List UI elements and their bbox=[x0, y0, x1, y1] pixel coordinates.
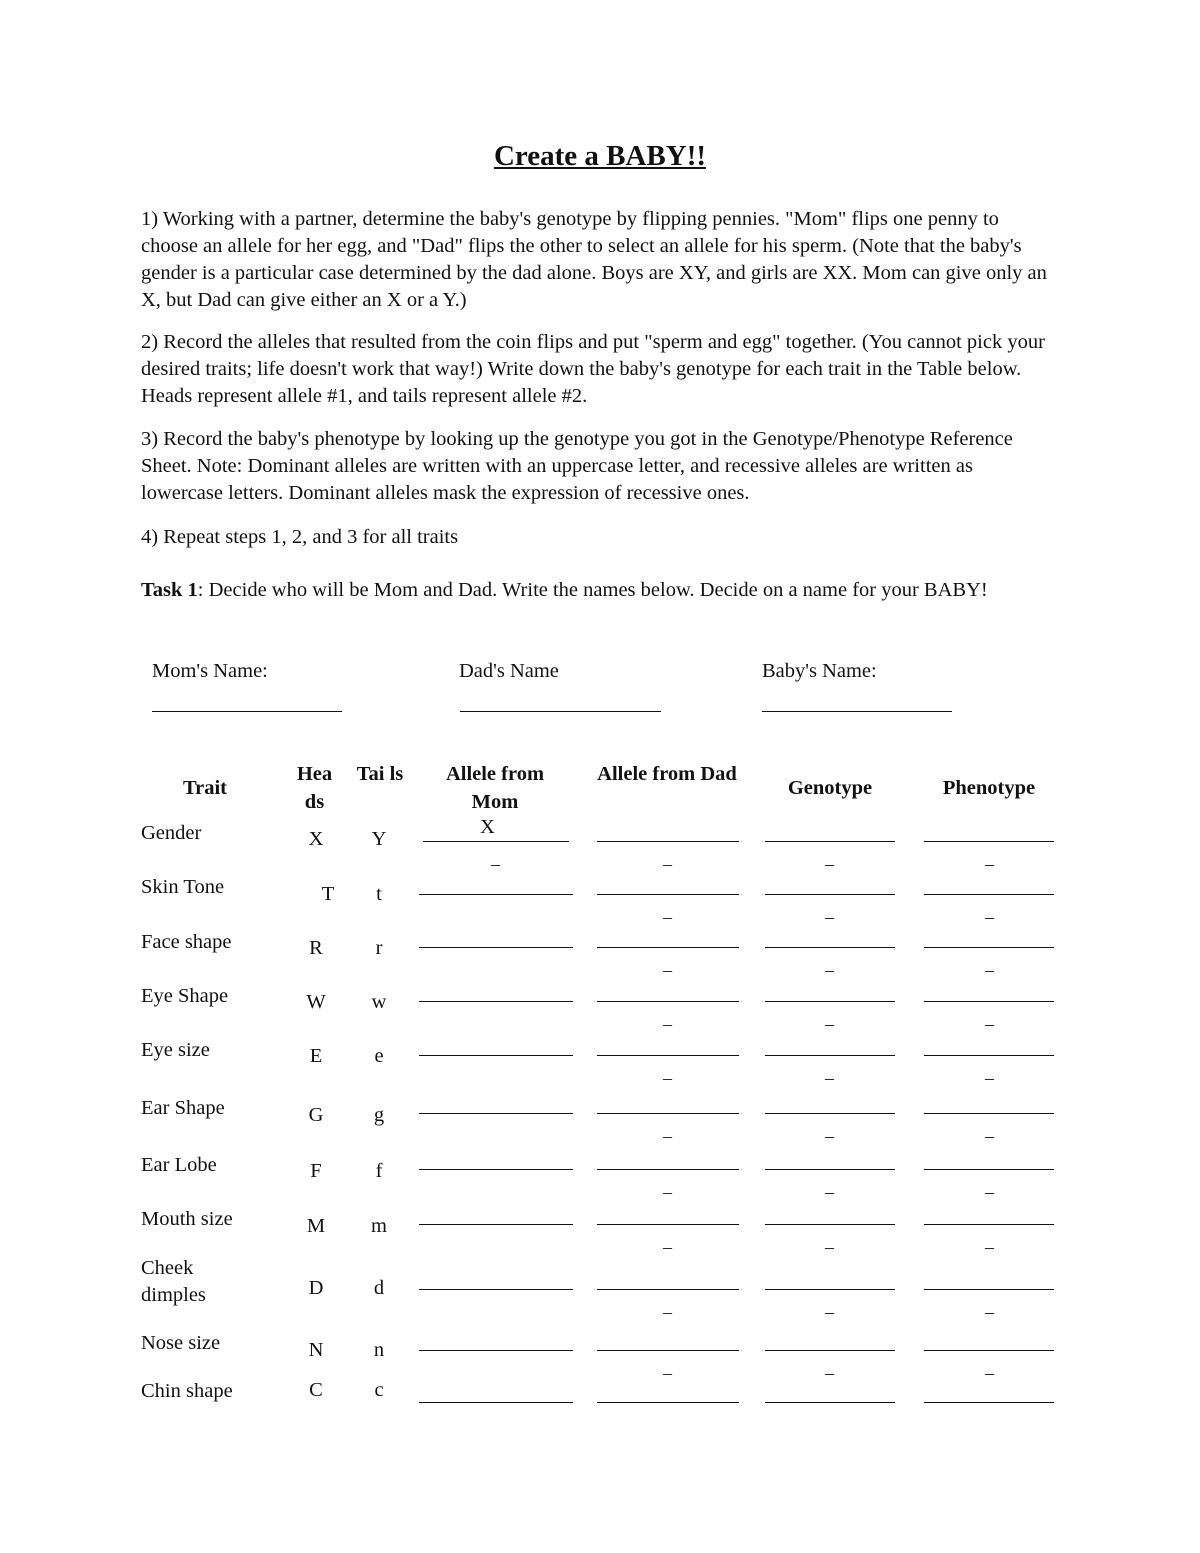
phenotype-dash-eye-shape: – bbox=[985, 1014, 994, 1034]
genotype-dash-mouth-size: – bbox=[825, 1237, 834, 1257]
phenotype-blank-mouth-size[interactable] bbox=[924, 1224, 1054, 1225]
phenotype-blank-ear-lobe[interactable] bbox=[924, 1169, 1054, 1170]
tails-allele-nose-size: n bbox=[373, 1339, 385, 1361]
gender-mom-allele-value: X bbox=[480, 816, 495, 838]
trait-label-ear-shape: Ear Shape bbox=[141, 1097, 225, 1119]
header-allele-dad: Allele from Dad bbox=[597, 763, 737, 785]
heads-allele-mouth-size: M bbox=[306, 1215, 326, 1237]
trait-label-gender: Gender bbox=[141, 822, 202, 844]
phenotype-blank-ear-shape[interactable] bbox=[924, 1113, 1054, 1114]
dad-dash-ear-shape: – bbox=[663, 1126, 672, 1146]
mom-blank-eye-size[interactable] bbox=[419, 1055, 573, 1056]
heads-allele-face-shape: R bbox=[309, 937, 323, 959]
header-allele-mom: Allele from Mom bbox=[445, 763, 545, 813]
trait-label-cheek-dimples: Cheek dimples bbox=[141, 1257, 206, 1306]
trait-label-mouth-size: Mouth size bbox=[141, 1208, 233, 1230]
genotype-blank-face-shape[interactable] bbox=[765, 947, 895, 948]
tails-allele-mouth-size: m bbox=[371, 1215, 387, 1237]
genotype-blank-ear-lobe[interactable] bbox=[765, 1169, 895, 1170]
phenotype-blank-skin-tone[interactable] bbox=[924, 894, 1054, 895]
mom-blank-ear-lobe[interactable] bbox=[419, 1169, 573, 1170]
genotype-blank-skin-tone[interactable] bbox=[765, 894, 895, 895]
baby-name-field[interactable] bbox=[762, 711, 952, 712]
dad-name-field[interactable] bbox=[460, 711, 661, 712]
genotype-blank-eye-size[interactable] bbox=[765, 1055, 895, 1056]
genotype-blank-cheek-dimples[interactable] bbox=[765, 1289, 895, 1290]
genotype-dash-skin-tone: – bbox=[825, 907, 834, 927]
dad-dash-eye-shape: – bbox=[663, 1014, 672, 1034]
genotype-blank-gender[interactable] bbox=[765, 841, 895, 842]
task-1-text: : Decide who will be Mom and Dad. Write the names below. Decide on a name for your BABY! bbox=[197, 579, 988, 601]
mom-blank-skin-tone[interactable] bbox=[419, 894, 573, 895]
tails-allele-chin-shape: c bbox=[374, 1379, 384, 1401]
phenotype-blank-eye-shape[interactable] bbox=[924, 1001, 1054, 1002]
dad-blank-nose-size[interactable] bbox=[597, 1350, 739, 1351]
genotype-dash-gender: – bbox=[825, 854, 834, 874]
page-title: Create a BABY!! bbox=[493, 140, 707, 172]
dad-dash-eye-size: – bbox=[663, 1068, 672, 1088]
tails-allele-ear-lobe: f bbox=[375, 1160, 383, 1182]
phenotype-dash-gender: – bbox=[985, 854, 994, 874]
dad-blank-eye-shape[interactable] bbox=[597, 1001, 739, 1002]
dad-blank-gender[interactable] bbox=[597, 841, 739, 842]
heads-allele-gender: X bbox=[308, 828, 324, 850]
dad-blank-cheek-dimples[interactable] bbox=[597, 1289, 739, 1290]
phenotype-blank-gender[interactable] bbox=[924, 841, 1054, 842]
mom-blank-chin-shape[interactable] bbox=[419, 1402, 573, 1403]
genotype-dash-face-shape: – bbox=[825, 960, 834, 980]
dad-blank-mouth-size[interactable] bbox=[597, 1224, 739, 1225]
dad-dash-nose-size: – bbox=[663, 1363, 672, 1383]
dad-dash-ear-lobe: – bbox=[663, 1182, 672, 1202]
phenotype-blank-face-shape[interactable] bbox=[924, 947, 1054, 948]
header-genotype: Genotype bbox=[787, 777, 873, 799]
tails-allele-ear-shape: g bbox=[373, 1104, 385, 1126]
dad-blank-skin-tone[interactable] bbox=[597, 894, 739, 895]
tails-allele-eye-shape: w bbox=[371, 991, 387, 1013]
heads-allele-chin-shape: C bbox=[309, 1379, 323, 1401]
heads-allele-cheek-dimples: D bbox=[308, 1277, 324, 1299]
mom-name-field[interactable] bbox=[152, 711, 342, 712]
mom-dash-gender: – bbox=[491, 854, 500, 874]
phenotype-dash-cheek-dimples: – bbox=[985, 1302, 994, 1322]
genotype-dash-cheek-dimples: – bbox=[825, 1302, 834, 1322]
heads-allele-nose-size: N bbox=[308, 1339, 324, 1361]
tails-allele-cheek-dimples: d bbox=[373, 1277, 385, 1299]
phenotype-dash-mouth-size: – bbox=[985, 1237, 994, 1257]
heads-allele-eye-size: E bbox=[309, 1045, 323, 1067]
tails-allele-gender: Y bbox=[371, 828, 387, 850]
dad-dash-face-shape: – bbox=[663, 960, 672, 980]
genotype-blank-mouth-size[interactable] bbox=[765, 1224, 895, 1225]
dad-dash-gender: – bbox=[663, 854, 672, 874]
mom-blank-face-shape[interactable] bbox=[419, 947, 573, 948]
baby-name-label: Baby's Name: bbox=[762, 660, 877, 682]
header-trait: Trait bbox=[182, 777, 228, 799]
genotype-dash-eye-size: – bbox=[825, 1068, 834, 1088]
header-tails: Tai ls bbox=[356, 763, 404, 785]
phenotype-blank-nose-size[interactable] bbox=[924, 1350, 1054, 1351]
trait-label-eye-shape: Eye Shape bbox=[141, 985, 229, 1007]
mom-blank-nose-size[interactable] bbox=[419, 1350, 573, 1351]
task-1 bbox=[141, 577, 1056, 604]
heads-allele-ear-lobe: F bbox=[310, 1160, 322, 1182]
mom-blank-ear-shape[interactable] bbox=[419, 1113, 573, 1114]
dad-dash-mouth-size: – bbox=[663, 1237, 672, 1257]
mom-blank-eye-shape[interactable] bbox=[419, 1001, 573, 1002]
phenotype-blank-eye-size[interactable] bbox=[924, 1055, 1054, 1056]
trait-label-skin-tone: Skin Tone bbox=[141, 876, 225, 898]
dad-blank-eye-size[interactable] bbox=[597, 1055, 739, 1056]
instruction-3: 3) Record the baby's phenotype by looking up the genotype you got in the Genotype/Phenotype Reference Sheet. Note: Dominant alleles are written with an uppercase letter, and recessive alleles are written as lowercase letters. Dominant alleles mask the expression of recessive ones. bbox=[141, 428, 1013, 504]
dad-dash-cheek-dimples: – bbox=[663, 1302, 672, 1322]
dad-blank-chin-shape[interactable] bbox=[597, 1402, 739, 1403]
dad-blank-ear-shape[interactable] bbox=[597, 1113, 739, 1114]
instruction-1: 1) Working with a partner, determine the baby's genotype by flipping pennies. "Mom" flips one penny to choose an allele for her egg, and "Dad" flips the other to select an allele for his sperm. (Note that the baby's gender is a particular case determined by the dad alone. Boys are XY, and girls are XX. Mom can give only an X, but Dad can give either an X or a Y.) bbox=[141, 208, 1047, 311]
tails-allele-face-shape: r bbox=[375, 937, 383, 959]
trait-label-eye-size: Eye size bbox=[141, 1039, 210, 1061]
genotype-blank-chin-shape[interactable] bbox=[765, 1402, 895, 1403]
phenotype-blank-chin-shape[interactable] bbox=[924, 1402, 1054, 1403]
task-1-label: Task 1 bbox=[141, 579, 198, 601]
dad-blank-face-shape[interactable] bbox=[597, 947, 739, 948]
header-heads: Hea ds bbox=[296, 763, 333, 813]
instruction-2: 2) Record the alleles that resulted from the coin flips and put "sperm and egg" together. (You cannot pick your desired traits; life doesn't work that way!) Write down the baby's genotype for each trait in the Table below. Heads represent allele #1, and tails represent allele #2. bbox=[141, 331, 1045, 407]
tails-allele-eye-size: e bbox=[374, 1045, 384, 1067]
genotype-blank-ear-shape[interactable] bbox=[765, 1113, 895, 1114]
phenotype-dash-ear-lobe: – bbox=[985, 1182, 994, 1202]
mom-blank-gender[interactable] bbox=[423, 841, 569, 842]
trait-label-ear-lobe: Ear Lobe bbox=[141, 1154, 217, 1176]
dad-blank-ear-lobe[interactable] bbox=[597, 1169, 739, 1170]
heads-allele-ear-shape: G bbox=[308, 1104, 324, 1126]
header-phenotype: Phenotype bbox=[942, 777, 1036, 799]
heads-allele-eye-shape: W bbox=[306, 991, 326, 1013]
tails-allele-skin-tone: t bbox=[376, 883, 382, 905]
mom-blank-cheek-dimples[interactable] bbox=[419, 1289, 573, 1290]
mom-blank-mouth-size[interactable] bbox=[419, 1224, 573, 1225]
trait-label-nose-size: Nose size bbox=[141, 1332, 221, 1354]
phenotype-blank-cheek-dimples[interactable] bbox=[924, 1289, 1054, 1290]
dad-dash-skin-tone: – bbox=[663, 907, 672, 927]
trait-label-chin-shape: Chin shape bbox=[141, 1380, 233, 1402]
phenotype-dash-ear-shape: – bbox=[985, 1126, 994, 1146]
heads-allele-skin-tone: T bbox=[321, 883, 335, 905]
genotype-dash-eye-shape: – bbox=[825, 1014, 834, 1034]
mom-name-label: Mom's Name: bbox=[152, 660, 268, 682]
phenotype-dash-skin-tone: – bbox=[985, 907, 994, 927]
genotype-dash-ear-lobe: – bbox=[825, 1182, 834, 1202]
trait-label-face-shape: Face shape bbox=[141, 931, 232, 953]
instruction-4: 4) Repeat steps 1, 2, and 3 for all traits bbox=[141, 526, 459, 548]
genotype-blank-eye-shape[interactable] bbox=[765, 1001, 895, 1002]
genotype-blank-nose-size[interactable] bbox=[765, 1350, 895, 1351]
dad-name-label: Dad's Name bbox=[459, 660, 559, 682]
genotype-dash-nose-size: – bbox=[825, 1363, 834, 1383]
genotype-dash-ear-shape: – bbox=[825, 1126, 834, 1146]
phenotype-dash-nose-size: – bbox=[985, 1363, 994, 1383]
phenotype-dash-eye-size: – bbox=[985, 1068, 994, 1088]
phenotype-dash-face-shape: – bbox=[985, 960, 994, 980]
